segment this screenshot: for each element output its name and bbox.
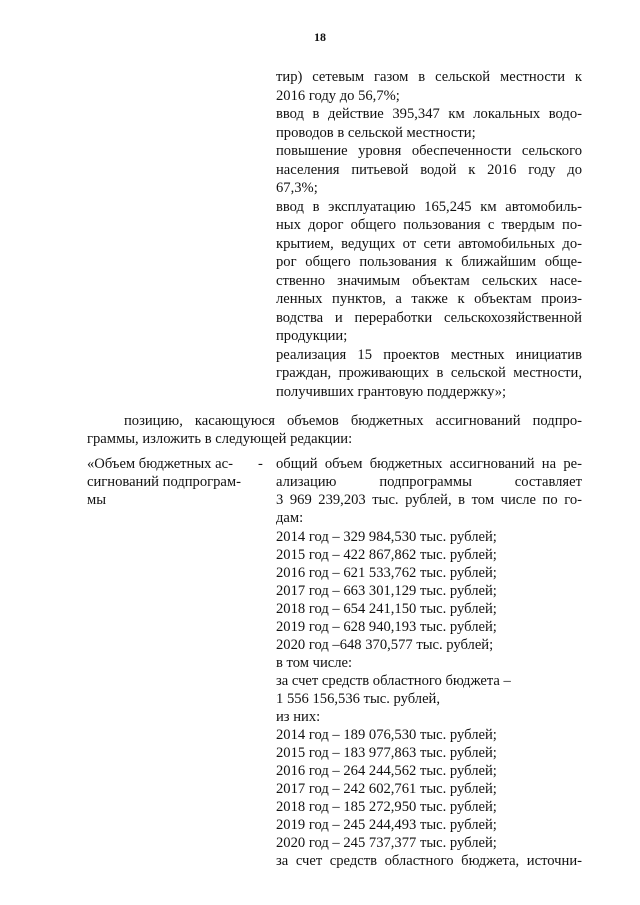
top-line: повышение уровня обеспеченности сельского [276,143,582,159]
label-dash: - [258,456,263,472]
top-line: ввод в действие 395,347 км локальных водо- [276,106,582,122]
funding-line: общий объем бюджетных ассигнований на ре- [276,456,582,472]
funding-line: 2017 год – 242 602,761 тыс. рублей; [276,781,497,797]
top-line: ввод в эксплуатацию 165,245 км автомобиль- [276,199,582,215]
top-line: проводов в сельской местности; [276,125,476,141]
funding-line: 2020 год –648 370,577 тыс. рублей; [276,637,494,653]
left-label-line: сигнований подпрограм- [87,474,242,490]
funding-line: 2015 год – 422 867,862 тыс. рублей; [276,547,497,563]
funding-line: дам: [276,510,304,526]
top-line: 67,3%; [276,180,318,196]
top-line: ленных пунктов, а также к объектам произ- [276,291,582,307]
funding-line: 2020 год – 245 737,377 тыс. рублей; [276,835,497,851]
instruction-line: позицию, касающуюся объемов бюджетных ассигнований подпро- [124,413,582,429]
funding-line: 2014 год – 329 984,530 тыс. рублей; [276,529,497,545]
funding-line: 2017 год – 663 301,129 тыс. рублей; [276,583,497,599]
top-line: граждан, проживающих в сельской местности, [276,365,582,381]
funding-line: из них: [276,709,321,725]
top-line: водства и переработки сельскохозяйственной [276,310,582,326]
funding-line: 2018 год – 185 272,950 тыс. рублей; [276,799,497,815]
left-label-line: мы [87,492,107,508]
funding-line: 2014 год – 189 076,530 тыс. рублей; [276,727,497,743]
top-line: ственно значимым объектам сельских насе- [276,273,582,289]
funding-line: 3 969 239,203 тыс. рублей, в том числе по го- [276,492,582,508]
funding-line: за счет средств областного бюджета, источни- [276,853,582,869]
funding-line: 2019 год – 628 940,193 тыс. рублей; [276,619,497,635]
instruction-line: граммы, изложить в следующей редакции: [87,431,353,447]
funding-line: за счет средств областного бюджета – [276,673,511,689]
left-label-line: «Объем бюджетных ас- [87,456,233,472]
funding-line: 2016 год – 264 244,562 тыс. рублей; [276,763,497,779]
top-line: реализация 15 проектов местных инициатив [276,347,582,363]
top-line: тир) сетевым газом в сельской местности к [276,69,582,85]
top-line: 2016 году до 56,7%; [276,88,400,104]
funding-line: 2015 год – 183 977,863 тыс. рублей; [276,745,497,761]
top-line: получивших грантовую поддержку»; [276,384,507,400]
top-line: населения питьевой водой к 2016 году до [276,162,582,178]
funding-line: в том числе: [276,655,353,671]
funding-line: ализацию подпрограммы составляет [276,474,582,490]
page-number: 18 [314,30,326,44]
funding-line: 2016 год – 621 533,762 тыс. рублей; [276,565,497,581]
funding-line: 2018 год – 654 241,150 тыс. рублей; [276,601,497,617]
top-line: рог общего пользования к ближайшим обще- [276,254,582,270]
top-line: продукции; [276,328,348,344]
funding-line: 1 556 156,536 тыс. рублей, [276,691,441,707]
funding-line: 2019 год – 245 244,493 тыс. рублей; [276,817,497,833]
top-line: ных дорог общего пользования с твердым по- [276,217,582,233]
top-line: крытием, ведущих от сети автомобильных до- [276,236,582,252]
